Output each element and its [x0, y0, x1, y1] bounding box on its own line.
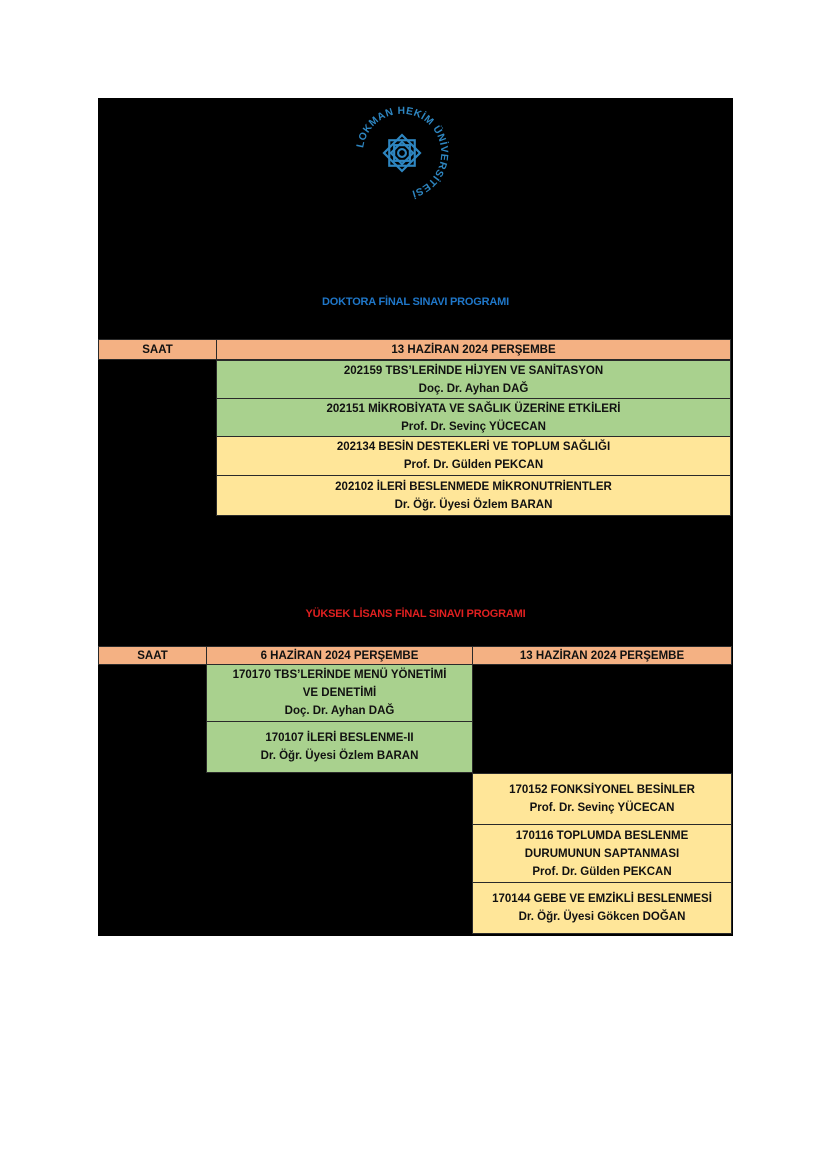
yuksek-lisans-title: YÜKSEK LİSANS FİNAL SINAVI PROGRAMI: [305, 608, 526, 620]
course-name: 170144 GEBE VE EMZİKLİ BESLENMESİ: [492, 893, 712, 905]
yl-day2-header: 13 HAZİRAN 2024 PERŞEMBE: [472, 646, 732, 665]
doktora-exam: [216, 436, 731, 476]
course-name: 202134 BESİN DESTEKLERİ VE TOPLUM SAĞLIĞI: [336, 441, 611, 453]
course-name-line2: DURUMUNUN SAPTANMASI: [524, 847, 680, 860]
yl-day1-exam: [206, 664, 473, 722]
instructor-name: Dr. Öğr. Üyesi Özlem BARAN: [394, 498, 553, 511]
course-name: 202159 TBS’LERİNDE HİJYEN VE SANİTASYON: [343, 364, 604, 377]
instructor-name: Dr. Öğr. Üyesi Özlem BARAN: [260, 750, 419, 762]
doktora-saat-header: SAAT: [98, 339, 217, 360]
yl-day2-exam: [472, 824, 732, 883]
course-name: 170170 TBS’LERİNDE MENÜ YÖNETİMİ: [232, 669, 447, 681]
yl-saat-header: SAAT: [98, 646, 207, 665]
svg-text:LOKMAN HEKİM ÜNİVERSİTESİ: LOKMAN HEKİM ÜNİVERSİTESİ: [355, 105, 450, 199]
yl-day1-exam: [206, 721, 473, 773]
doktora-title: DOKTORA FİNAL SINAVI PROGRAMI: [322, 296, 509, 308]
university-logo: [353, 104, 451, 202]
doktora-exam: [216, 475, 731, 516]
course-name: 202102 İLERİ BESLENMEDE MİKRONUTRİENTLER: [335, 480, 612, 493]
instructor-name: Prof. Dr. Gülden PEKCAN: [532, 865, 672, 878]
course-name: 170116 TOPLUMDA BESLENME: [515, 829, 689, 842]
doktora-day-header: 13 HAZİRAN 2024 PERŞEMBE: [216, 339, 731, 360]
yl-day1-header: 6 HAZİRAN 2024 PERŞEMBE: [206, 646, 473, 665]
instructor-name: Prof. Dr. Sevinç YÜCECAN: [529, 802, 675, 814]
course-name: 170107 İLERİ BESLENME-II: [265, 732, 414, 744]
course-name-line2: VE DENETİMİ: [302, 687, 377, 699]
instructor-name: Doç. Dr. Ayhan DAĞ: [418, 382, 529, 395]
yl-day2-exam: [472, 882, 732, 934]
instructor-name: Prof. Dr. Gülden PEKCAN: [403, 459, 544, 471]
course-name: 170152 FONKSİYONEL BESİNLER: [509, 784, 695, 796]
course-name: 202151 MİKROBİYATA VE SAĞLIK ÜZERİNE ETKİLERİ: [326, 402, 621, 415]
doktora-exam: [216, 398, 731, 437]
yl-day2-exam: [472, 773, 732, 825]
instructor-name: Dr. Öğr. Üyesi Gökcen DOĞAN: [518, 911, 686, 923]
instructor-name: Prof. Dr. Sevinç YÜCECAN: [401, 420, 546, 433]
instructor-name: Doç. Dr. Ayhan DAĞ: [284, 705, 395, 717]
doktora-exam: [216, 360, 731, 399]
